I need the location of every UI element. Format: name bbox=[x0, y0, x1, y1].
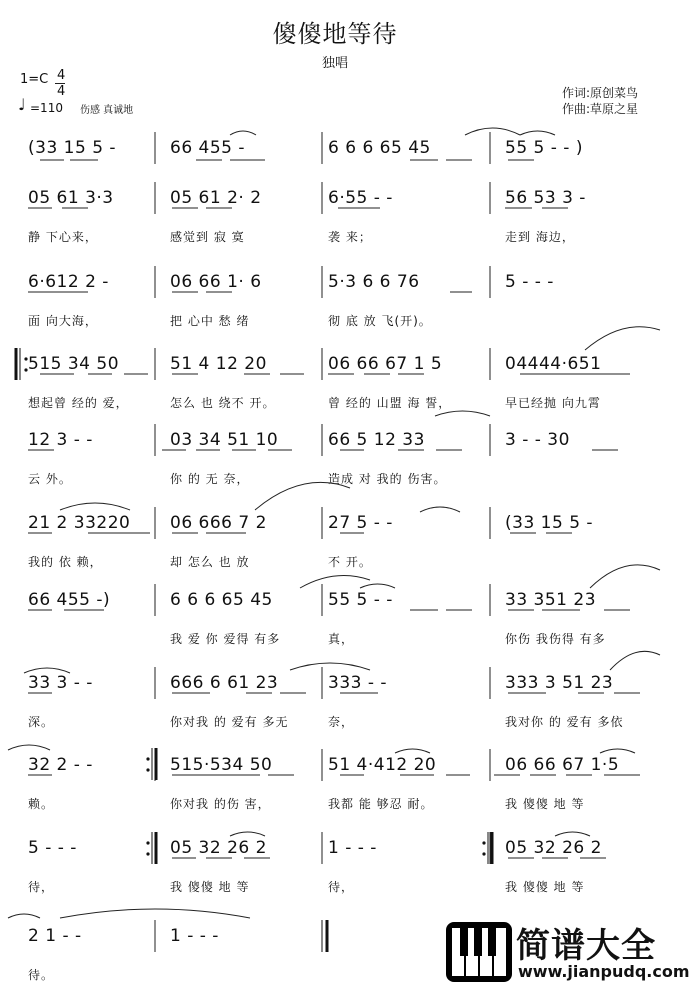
measure-lyrics: 曾 经的 山盟 海 誓， bbox=[328, 396, 452, 410]
watermark-logo bbox=[444, 918, 690, 984]
slur-arc bbox=[600, 749, 635, 753]
measure-notes: 06 66 67 1 5 bbox=[328, 354, 443, 374]
slur-arc bbox=[395, 749, 430, 753]
measure-notes: 21 2 33220 bbox=[28, 513, 131, 533]
measure-notes: 56 53 3 - bbox=[505, 188, 586, 208]
measure-lyrics: 把 心中 愁 绪 bbox=[170, 314, 250, 328]
slur-arc bbox=[435, 411, 490, 416]
watermark-url: www.jianpudq.com bbox=[518, 962, 690, 981]
measure-lyrics: 我 傻傻 地 等 bbox=[505, 880, 585, 894]
measure-lyrics: 待， bbox=[328, 880, 355, 894]
measure-notes: 1 - - - bbox=[328, 838, 377, 858]
slur-arc bbox=[590, 565, 660, 588]
measure-lyrics: 真， bbox=[328, 632, 355, 646]
measure-lyrics: 我 傻傻 地 等 bbox=[170, 880, 250, 894]
watermark-brand: 简谱大全 bbox=[516, 926, 656, 966]
measure-notes: (33 15 5 - bbox=[28, 138, 117, 158]
measure-lyrics: 我 爱 你 爱得 有多 bbox=[170, 632, 281, 646]
slur-arc bbox=[520, 131, 555, 135]
repeat-dot bbox=[146, 852, 149, 855]
measure-notes: 55 5 - - bbox=[328, 590, 393, 610]
slur-arc bbox=[8, 914, 40, 918]
slur-arc bbox=[585, 327, 660, 350]
slur-arc bbox=[8, 745, 50, 750]
measure-lyrics: 我对你 的 爱有 多依 bbox=[505, 715, 624, 729]
repeat-dot bbox=[482, 841, 485, 844]
measure-notes: 66 455 - bbox=[170, 138, 246, 158]
measure-lyrics: 彻 底 放 飞(开)。 bbox=[328, 314, 432, 328]
measure-lyrics: 我 傻傻 地 等 bbox=[505, 797, 585, 811]
measure-notes: 06 66 67 1·5 bbox=[505, 755, 620, 775]
measure-lyrics: 你伤 我伤得 有多 bbox=[505, 632, 606, 646]
measure-notes: 6 6 6 65 45 bbox=[328, 138, 431, 158]
slur-arc bbox=[420, 507, 460, 512]
measure-lyrics: 不 开。 bbox=[328, 555, 372, 569]
measure-notes: 333 - - bbox=[328, 673, 388, 693]
measure-lyrics: 我的 依 赖， bbox=[28, 555, 103, 569]
measure-notes: (33 15 5 - bbox=[505, 513, 594, 533]
measure-lyrics: 早已经抛 向九霄 bbox=[505, 396, 601, 410]
repeat-dot bbox=[482, 852, 485, 855]
repeat-dot bbox=[146, 841, 149, 844]
measure-notes: 3 - - 30 bbox=[505, 430, 570, 450]
piano-keys-icon bbox=[444, 920, 514, 984]
measure-notes: 6·612 2 - bbox=[28, 272, 109, 292]
measure-notes: 05 61 3·3 bbox=[28, 188, 114, 208]
measure-lyrics: 你 的 无 奈， bbox=[170, 472, 250, 486]
time-signature-top: 4 bbox=[57, 68, 66, 83]
measure-lyrics: 云 外。 bbox=[28, 472, 72, 486]
measure-notes: 03 34 51 10 bbox=[170, 430, 279, 450]
measure-notes: 6·55 - - bbox=[328, 188, 393, 208]
slur-arc bbox=[230, 131, 256, 135]
measure-notes: 05 61 2· 2 bbox=[170, 188, 262, 208]
measure-notes: 5 - - - bbox=[28, 838, 77, 858]
measure-notes: 6 6 6 65 45 bbox=[170, 590, 273, 610]
measure-notes: 33 3 - - bbox=[28, 673, 93, 693]
measure-notes: 12 3 - - bbox=[28, 430, 93, 450]
key-signature: 1=C bbox=[20, 72, 49, 87]
measure-lyrics: 怎么 也 绕不 开。 bbox=[170, 396, 276, 410]
measure-lyrics: 赖。 bbox=[28, 797, 55, 811]
measure-notes: 5 - - - bbox=[505, 272, 554, 292]
measure-notes: 1 - - - bbox=[170, 926, 219, 946]
repeat-dot bbox=[146, 768, 149, 771]
slur-arc bbox=[360, 584, 395, 588]
song-title: 傻傻地等待 bbox=[272, 20, 398, 48]
slur-arc bbox=[610, 651, 660, 670]
quarter-note-icon: ♩ bbox=[18, 95, 26, 114]
slur-arc bbox=[300, 576, 370, 589]
time-signature-line bbox=[55, 83, 65, 84]
measure-notes: 2 1 - - bbox=[28, 926, 82, 946]
measure-notes: 66 5 12 33 bbox=[328, 430, 425, 450]
measure-notes: 27 5 - - bbox=[328, 513, 393, 533]
tempo-mark: =110 bbox=[30, 101, 63, 115]
measure-lyrics: 你对我 的伤 害， bbox=[170, 797, 271, 811]
measure-lyrics: 你对我 的 爱有 多无 bbox=[170, 715, 289, 729]
measure-notes: 5·3 6 6 76 bbox=[328, 272, 420, 292]
measure-notes: 33 351 23 bbox=[505, 590, 597, 610]
measure-lyrics: 待。 bbox=[28, 968, 55, 982]
slur-arc bbox=[290, 663, 370, 670]
composer-credit: 作曲:草原之星 bbox=[562, 102, 639, 116]
measure-notes: 32 2 - - bbox=[28, 755, 93, 775]
measure-notes: 06 66 1· 6 bbox=[170, 272, 262, 292]
measure-lyrics: 我都 能 够忍 耐。 bbox=[328, 797, 434, 811]
slur-arc bbox=[465, 128, 520, 135]
slur-arc bbox=[60, 909, 250, 918]
performance-type: 独唱 bbox=[321, 56, 348, 71]
measure-notes: 515 34 50 bbox=[28, 354, 120, 374]
measure-notes: 66 455 -) bbox=[28, 590, 111, 610]
expression-mark: 伤感 真诚地 bbox=[80, 105, 134, 116]
measure-lyrics: 造成 对 我的 伤害。 bbox=[328, 472, 447, 486]
measure-lyrics: 袭 来； bbox=[328, 230, 372, 244]
lyricist-credit: 作词:原创菜鸟 bbox=[562, 86, 639, 100]
measure-notes: 05 32 26 2 bbox=[505, 838, 602, 858]
measure-lyrics: 走到 海边， bbox=[505, 230, 575, 244]
measure-notes: 05 32 26 2 bbox=[170, 838, 267, 858]
slur-arc bbox=[60, 503, 130, 510]
measure-lyrics: 静 下心来， bbox=[28, 230, 98, 244]
measure-notes: 06 666 7 2 bbox=[170, 513, 267, 533]
measure-lyrics: 想起曾 经的 爱， bbox=[28, 396, 129, 410]
measure-lyrics: 感觉到 寂 寞 bbox=[170, 230, 245, 244]
measure-notes: 51 4·412 20 bbox=[328, 755, 437, 775]
measure-lyrics: 面 向大海， bbox=[28, 314, 98, 328]
measure-notes: 515·534 50 bbox=[170, 755, 273, 775]
measure-lyrics: 待， bbox=[28, 880, 55, 894]
measure-notes: 666 6 61 23 bbox=[170, 673, 279, 693]
measure-notes: 333 3 51 23 bbox=[505, 673, 614, 693]
measure-lyrics: 深。 bbox=[28, 715, 55, 729]
slur-arc bbox=[555, 832, 590, 836]
measure-notes: 51 4 12 20 bbox=[170, 354, 267, 374]
measure-notes: 55 5 - - ) bbox=[505, 138, 583, 158]
slur-arc bbox=[230, 832, 265, 836]
measure-lyrics: 奈， bbox=[328, 715, 355, 729]
time-signature-bottom: 4 bbox=[57, 84, 66, 99]
repeat-dot bbox=[146, 757, 149, 760]
measure-lyrics: 却 怎么 也 放 bbox=[170, 555, 250, 569]
measure-notes: 04444·651 bbox=[505, 354, 602, 374]
